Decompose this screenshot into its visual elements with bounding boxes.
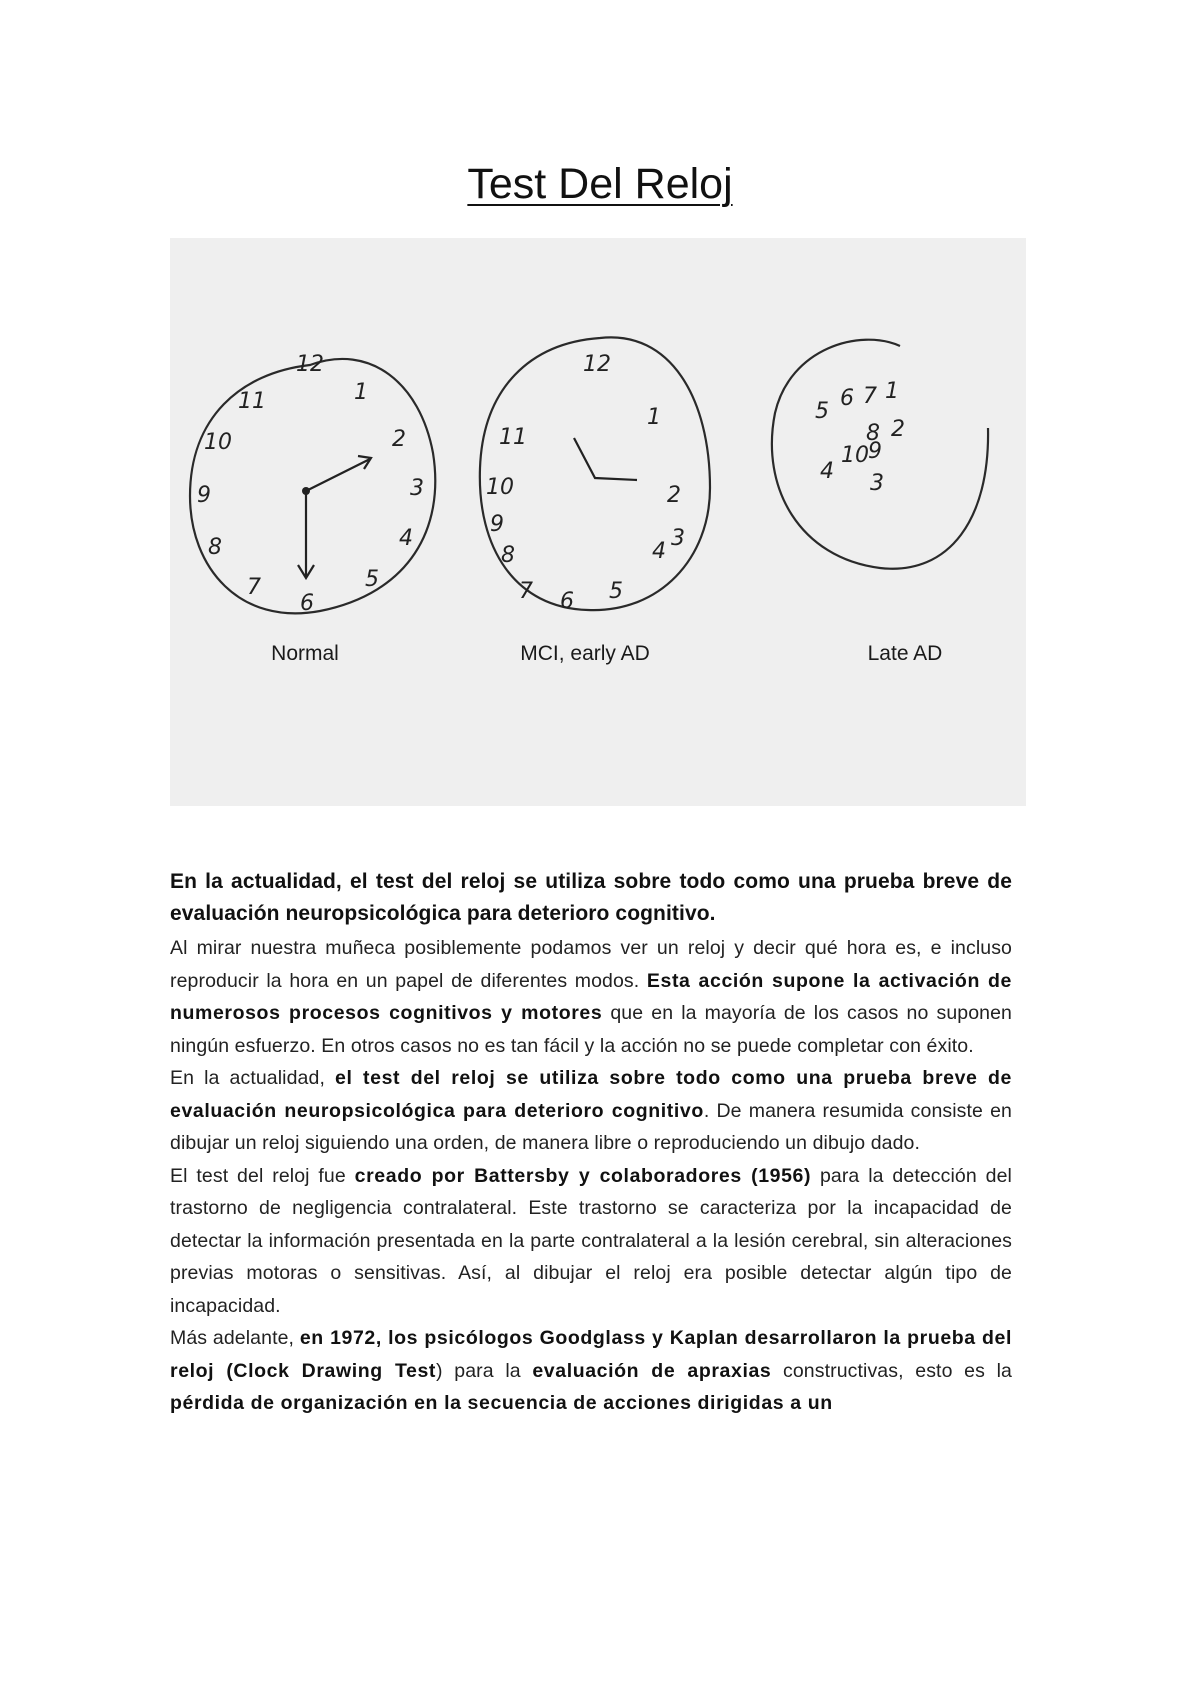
- paragraph-4: [170, 1322, 1012, 1420]
- late-numeral-3: 3: [870, 471, 884, 496]
- mci-numeral-5: 5: [609, 579, 623, 604]
- label-late-ad: Late AD: [867, 642, 943, 665]
- article-body: [170, 866, 1012, 1420]
- p1-text-a: Al mirar nuestra muñeca posiblemente podamos ver un reloj y decir qué hora es, e incluso reproducir la hora en un papel de diferentes modos.: [170, 937, 1012, 992]
- mci-numeral-2: 2: [667, 483, 681, 508]
- late-numeral-10: 10: [841, 443, 869, 468]
- mci-numeral-8: 8: [501, 543, 515, 568]
- normal-numeral-4: 4: [399, 526, 413, 551]
- mci-numeral-7: 7: [519, 579, 533, 604]
- mci-numeral-6: 6: [560, 589, 574, 614]
- normal-numeral-12: 12: [296, 352, 324, 377]
- late-ad-clock-drawing: [772, 340, 988, 569]
- normal-numeral-8: 8: [208, 535, 222, 560]
- p4-bold-1: en 1972, los psicólogos Goodglass y Kaplan desarrollaron la prueba del reloj (Clock Drawing Test: [170, 1327, 1012, 1382]
- p4-text-e: constructivas, esto es la: [771, 1359, 1012, 1382]
- label-normal: Normal: [271, 642, 339, 665]
- normal-clock-drawing: [190, 352, 435, 616]
- late-numeral-1: 1: [885, 379, 899, 404]
- paragraph-3: [170, 1160, 1012, 1323]
- late-numeral-6: 6: [840, 386, 854, 411]
- p2-text-c: . De manera resumida consiste en dibujar un reloj siguiendo una orden, de manera libre o reproduciendo un dibujo dado.: [170, 1099, 1012, 1154]
- normal-numeral-7: 7: [247, 575, 261, 600]
- clock-drawings-illustration: [170, 238, 1026, 806]
- late-numeral-2: 2: [891, 417, 905, 442]
- late-numeral-8: 8: [866, 421, 880, 446]
- lead-paragraph: En la actualidad, el test del reloj se utiliza sobre todo como una prueba breve de evaluación neuropsicológica para deterioro cognitivo.: [170, 870, 1012, 925]
- normal-numeral-5: 5: [365, 567, 379, 592]
- mci-numeral-3: 3: [671, 526, 685, 551]
- p3-bold: creado por Battersby y colaboradores (1956): [354, 1164, 812, 1187]
- normal-numeral-3: 3: [410, 476, 424, 501]
- p2-text-a: En la actualidad,: [170, 1067, 336, 1089]
- mci-numeral-11: 11: [499, 425, 527, 450]
- mci-numeral-4: 4: [652, 539, 666, 564]
- clock-drawing-figure: [170, 238, 1026, 806]
- p3-text-a: El test del reloj fue: [170, 1164, 355, 1187]
- p4-text-c: ) para la: [436, 1359, 533, 1382]
- mci-clock-drawing: [480, 337, 710, 614]
- mci-numeral-12: 12: [583, 352, 611, 377]
- mci-numeral-10: 10: [486, 475, 514, 500]
- p2-bold: el test del reloj se utiliza sobre todo como una prueba breve de evaluación neuropsicológica para deterioro cognitivo: [170, 1067, 1012, 1122]
- normal-numeral-2: 2: [392, 427, 406, 452]
- late-ad-clock-numbers: [815, 379, 905, 496]
- normal-numeral-1: 1: [354, 380, 368, 405]
- p1-text-c: que en la mayoría de los casos no suponen ningún esfuerzo. En otros casos no es tan fácil y la acción no se puede completar con éxito.: [170, 1002, 1012, 1057]
- late-numeral-9: 9: [868, 439, 882, 464]
- late-numeral-5: 5: [815, 399, 829, 424]
- p4-text-a: Más adelante,: [170, 1327, 300, 1349]
- paragraph-1: [170, 932, 1012, 1062]
- normal-numeral-9: 9: [197, 483, 211, 508]
- normal-clock-numbers: [197, 352, 424, 616]
- label-mci-early-ad: MCI, early AD: [520, 642, 650, 665]
- normal-numeral-11: 11: [238, 389, 266, 414]
- mci-clock-numbers: [486, 352, 685, 614]
- p3-text-c: para la detección del trastorno de negligencia contralateral. Este trastorno se caracteriza por la incapacidad de detectar la información presentada en la parte contralateral a la lesión cerebral, sin alteraciones previas motoras o sensitivas. Así, al dibujar el reloj era posible detectar algún tipo de incapacidad.: [170, 1164, 1012, 1317]
- normal-numeral-6: 6: [300, 591, 314, 616]
- page-title: Test Del Reloj: [467, 160, 733, 208]
- p1-bold: Esta acción supone la activación de numerosos procesos cognitivos y motores: [170, 969, 1012, 1024]
- mci-numeral-9: 9: [490, 512, 504, 537]
- mci-numeral-1: 1: [647, 405, 661, 430]
- p4-bold-3: pérdida de organización en la secuencia de acciones dirigidas a un: [170, 1392, 833, 1414]
- normal-numeral-10: 10: [204, 430, 232, 455]
- late-numeral-4: 4: [820, 459, 834, 484]
- paragraph-2: [170, 1062, 1012, 1160]
- late-numeral-7: 7: [863, 384, 877, 409]
- p4-bold-2: evaluación de apraxias: [532, 1359, 772, 1382]
